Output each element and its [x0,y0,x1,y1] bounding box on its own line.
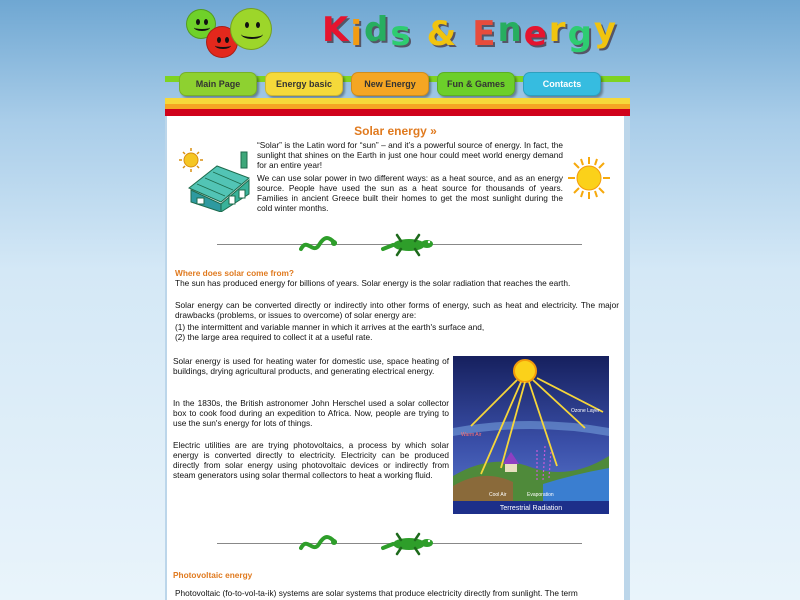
logo-letter: e [523,14,549,54]
nav-tab-contacts[interactable]: Contacts [523,72,601,96]
diagram-caption: Terrestrial Radiation [499,505,563,512]
snake-icon [299,233,337,257]
paragraph-solar-uses: Solar energy is used for heating water for domestic use, space heating of buildings, drying agricultural products, and generating electrical energy. [173,356,449,376]
section-divider [217,233,582,257]
paragraph-photovoltaic: Photovoltaic (fo-to-vol-ta-ik) systems are solar systems that produce electricity directly from sunlight. The term [175,588,578,598]
section-heading-photovoltaic: Photovoltaic energy [173,570,253,580]
logo-letter: E [472,14,498,54]
logo-letter: r [548,10,568,50]
diagram-label-evaporation: Evaporation [527,492,554,498]
logo-letter: y [593,10,619,50]
terrestrial-radiation-diagram [453,356,609,514]
site-header [0,0,800,72]
nav-tab-fun-games[interactable]: Fun & Games [437,72,515,96]
snake-icon [299,532,337,556]
logo-letter: s [390,14,413,54]
smiley-yellow-icon [230,8,272,50]
nav-tab-new-energy[interactable]: New Energy [351,72,429,96]
logo-letter: K [322,10,351,50]
nav-tab-energy-basic[interactable]: Energy basic [265,72,343,96]
main-content [165,116,630,600]
list-item-drawback-2: (2) the large area required to collect it at a useful rate. [175,332,373,342]
list-item-drawback-1: (1) the intermittent and variable manner in which it arrives at the earth's surface and, [175,322,485,332]
intro-paragraph-1: “Solar” is the Latin word for “sun” – and it’s a powerful source of energy. In fact, the sunlight that shines on the Earth in just one hour could meet world energy demand for an entire year! [257,140,563,170]
paragraph-solar-origin: The sun has produced energy for billions of years. Solar energy is the solar radiation that reaches the earth. [175,278,571,288]
section-heading-solar-origin: Where does solar come from? [175,268,294,278]
intro-paragraph-2: We can use solar power in two different ways: as a heat source, and as an energy source. People have used the sun as a heat source for thousands of years. Families in ancient Greece built their homes to get the most sunlight during the cold winter months. [257,173,563,213]
main-navigation [165,70,630,116]
paragraph-herschel: In the 1830s, the British astronomer John Herschel used a solar collector box to cook food during an expedition to Africa. Now, people are trying to use the sun's energy for lots of things. [173,398,449,428]
diagram-label-cool-air: Cool Air [489,492,507,498]
paragraph-solar-conversion: Solar energy can be converted directly or indirectly into other forms of energy, such as heat and electricity. The major drawbacks (problems, or issues to overcome) of solar energy are: [175,300,619,320]
lizard-icon [381,233,437,257]
logo-letter: g [567,14,594,54]
sun-icon [567,156,611,200]
lizard-icon [381,532,437,556]
nav-tab-main-page[interactable]: Main Page [179,72,257,96]
diagram-label-warm-air: Warm Air [461,432,482,438]
logo-letter: d [364,10,391,50]
paragraph-photovoltaics: Electric utilities are are trying photovoltaics, a process by which solar energy is converted directly to electricity. Electricity can be produced directly from solar energy using photovoltaic devices or indirectly from steam generators using solar thermal collectors to heat a working fluid. [173,440,449,480]
logo-letter: i [350,14,365,54]
logo-letter: & [426,14,459,54]
page-title: Solar energy » [354,124,437,138]
logo-letter: n [497,10,524,50]
solar-house-icon [177,144,259,212]
section-divider [217,532,582,556]
diagram-label-ozone: Ozone Layer [571,408,600,414]
site-logo[interactable] [322,10,619,54]
